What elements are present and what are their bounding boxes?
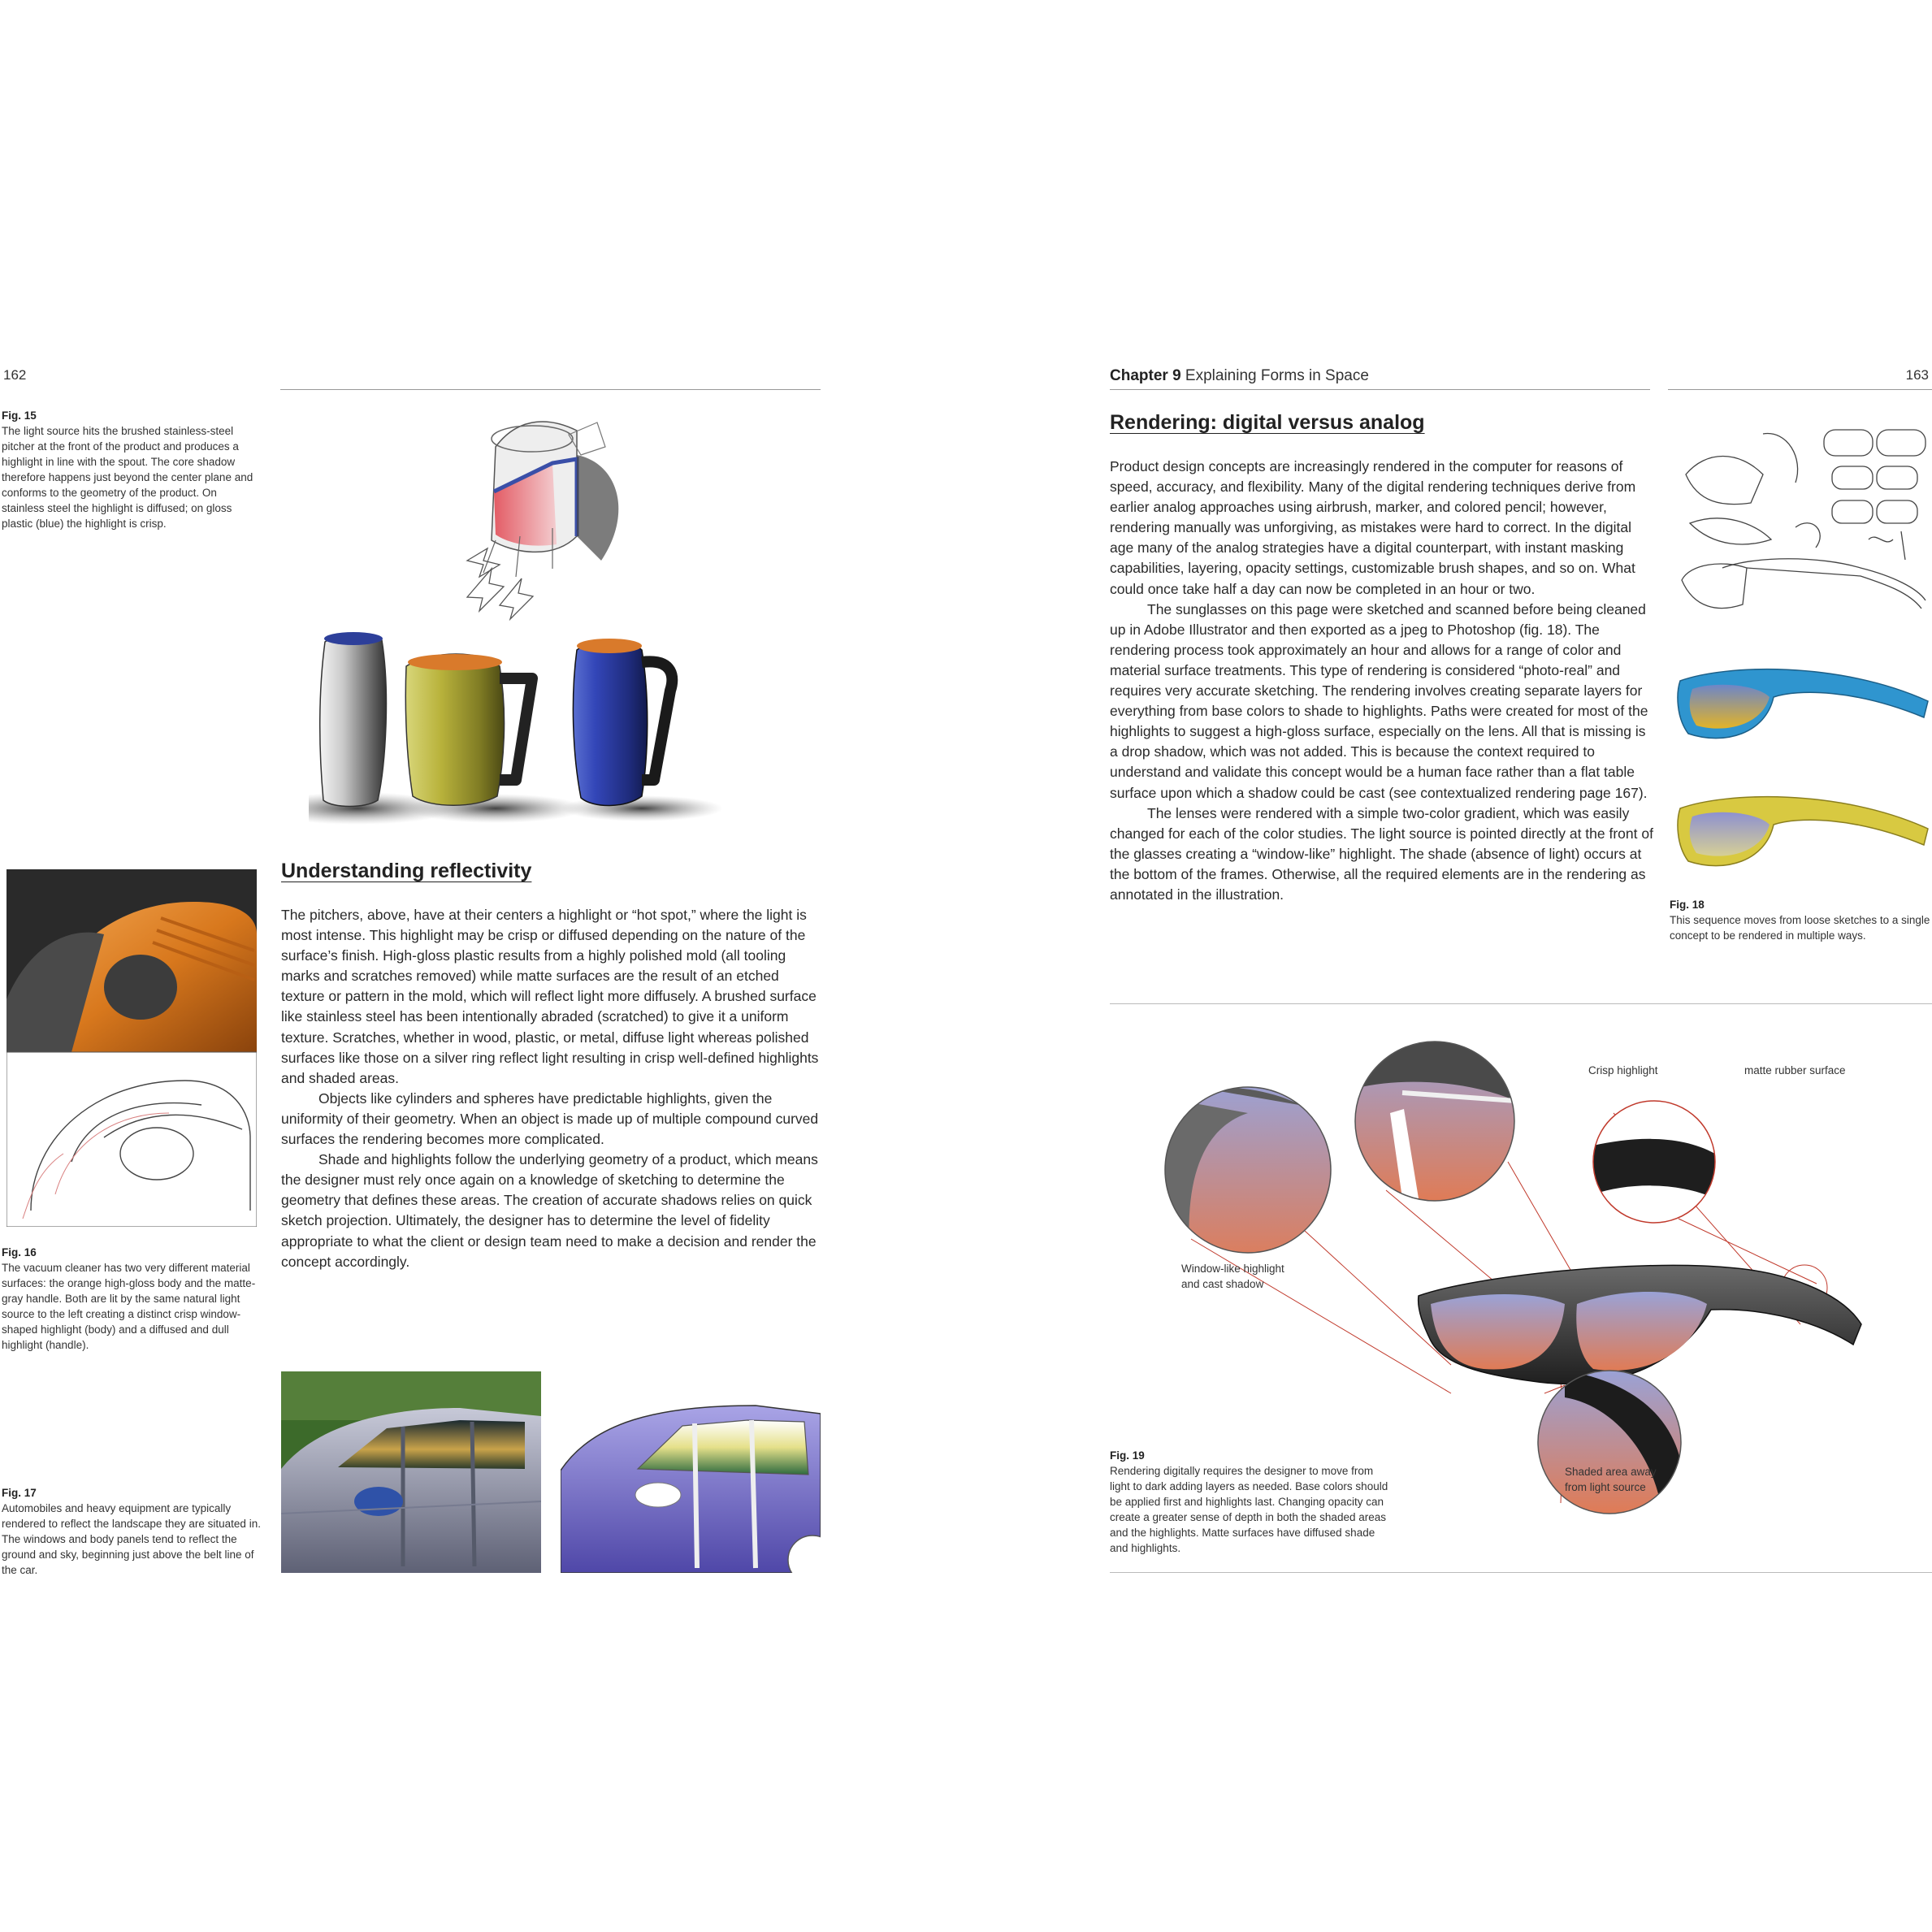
- chapter-label: Chapter 9: [1110, 367, 1181, 384]
- rendering-paragraph-1: Product design concepts are increasingly rendered in the computer for reasons of speed, accuracy, and flexibility. Many of the digital rendering techniques derive from earlier analog approaches using airbrush, marker, and colored pencil; however, rendering manually was unforgiving, as mistakes were hard to correct. In the digital age many of the analog strategies have a digital counterpart, with instant masking capabilities, layering, opacity settings, customizable brush shapes, and so on. What could once take half a day can now be completed in an hour or two.: [1110, 458, 1636, 597]
- left-header-rule: [280, 389, 821, 390]
- fig18-sketches: [1674, 426, 1932, 629]
- reflectivity-body: [281, 905, 822, 1272]
- fig19-text: Rendering digitally requires the designer to move from light to dark adding layers as needed. Base colors should be applied first and highlights last. Changing opacity can create a greater sense of depth in both the shaded areas and the highlights. Matte surfaces have diffused shade and highlights.: [1110, 1465, 1388, 1554]
- fig17-caption: [2, 1485, 263, 1578]
- fig15-text: The light source hits the brushed stainless-steel pitcher at the front of the product and produces a highlight in line with the spout. The core shadow therefore happens just beyond the center plane and conforms to the geometry of the product. On stainless steel the highlight is diffused; on gloss plastic (blue) the highlight is crisp.: [2, 425, 253, 530]
- fig16-label: Fig. 16: [2, 1246, 37, 1258]
- fig16-text: The vacuum cleaner has two very different material surfaces: the orange high-gloss body and the matte-gray handle. Both are lit by the same natural light source to the left creating a distinct crisp window-shaped highlight (body) and a diffused and dull highlight (handle).: [2, 1262, 256, 1351]
- right-header-rule-side: [1668, 389, 1932, 390]
- fig19-label: Fig. 19: [1110, 1449, 1145, 1462]
- annotation-crisp-highlight: Crisp highlight: [1588, 1064, 1658, 1076]
- fig17-label: Fig. 17: [2, 1487, 37, 1499]
- fig15-caption: [2, 408, 260, 531]
- section-heading-reflectivity: Understanding reflectivity: [281, 860, 532, 882]
- fig19-caption: [1110, 1448, 1394, 1556]
- fig18-text: This sequence moves from loose sketches to a single concept to be rendered in multiple ways.: [1670, 914, 1930, 942]
- fig16-image: [6, 869, 257, 1227]
- fig17-car-rendering: [561, 1397, 821, 1573]
- rendering-paragraph-3: The lenses were rendered with a simple two-color gradient, which was easily changed for each of the color studies. The light source is pointed directly at the front of the glasses creating a “window-like” highlight. The shade (absence of light) occurs at the bottom of the frames. Otherwise, all the required elements are in the rendering as annotated in the illustration.: [1110, 804, 1653, 903]
- annotation-matte-rubber: matte rubber surface: [1744, 1064, 1846, 1076]
- fig18-caption: [1670, 897, 1931, 943]
- annotation-window-highlight: Window-like highlight and cast shadow: [1181, 1263, 1284, 1290]
- annotation-shaded-area: Shaded area away from light source: [1565, 1466, 1657, 1493]
- fig18-rendering-blue: [1676, 656, 1932, 754]
- fig17-text: Automobiles and heavy equipment are typically rendered to reflect the landscape they are situated in. The windows and body panels tend to reflect the ground and sky, beginning just above the belt line of the car.: [2, 1502, 261, 1576]
- rendering-paragraph-2: The sunglasses on this page were sketched and scanned before being cleaned up in Adobe Illustrator and then exported as a jpeg to Photoshop (fig. 18). The rendering process took approximately an hour and allows for a range of color and material surface treatments. This type of rendering is considered “photo-real” and requires very accurate sketching. The rendering involves creating separate layers for everything from base colors to shade to highlights. Paths were created for most of the highlights to suggest a high-gloss surface, especially on the lens. All that is missing is a drop shadow, which was not added. This is because the context required to understand and validate this concept would be a human face rather than a flat table surface upon which a shadow could be cast (see contextualized rendering page 167).: [1110, 600, 1648, 801]
- fig15-illustration: [309, 398, 812, 837]
- fig19-bottom-rule: [1110, 1572, 1932, 1573]
- fig16-caption: [2, 1245, 263, 1353]
- fig17-car-photo: [281, 1371, 541, 1573]
- fig18-label: Fig. 18: [1670, 899, 1705, 911]
- fig18-rendering-yellow: [1676, 784, 1932, 882]
- right-header-rule-main: [1110, 389, 1650, 390]
- running-header: [1110, 367, 1369, 385]
- reflectivity-paragraph-2: Objects like cylinders and spheres have predictable highlights, given the uniformity of their geometry. When an object is made up of multiple compound curved surfaces the rendering becomes more complicated.: [281, 1089, 819, 1148]
- fig19-top-rule: [1110, 1003, 1932, 1004]
- chapter-title: Explaining Forms in Space: [1185, 367, 1369, 384]
- section-heading-rendering: Rendering: digital versus analog: [1110, 411, 1425, 434]
- right-page-number: 163: [1905, 367, 1929, 383]
- left-page-number: 162: [3, 367, 27, 383]
- reflectivity-paragraph-1: The pitchers, above, have at their centers a highlight or “hot spot,” where the light is most intense. This highlight may be crisp or diffused depending on the nature of the surface’s finish. High-gloss plastic results from a highly polished mold (all tooling marks and scratches removed) while matte surfaces are the result of an etched texture or pattern in the mold, which will reflect light more diffusely. A brushed surface like stainless steel has been intentionally abraded (scratched) to give it a uniform texture. Scratches, whether in wood, plastic, or metal, diffuse light whereas polished surfaces like those on a silver ring reflect light resulting in crisp well-defined highlights and shaded areas.: [281, 907, 819, 1086]
- rendering-body: [1110, 457, 1654, 905]
- fig15-label: Fig. 15: [2, 409, 37, 422]
- reflectivity-paragraph-3: Shade and highlights follow the underlying geometry of a product, which means the designer must rely once again on a knowledge of sketching to determine the geometry that defines these areas. The creation of accurate shadows relies on quick sketch projection. Ultimately, the designer has to determine the level of fidelity appropriate to what the client or design team need to make a decision and render the concept accordingly.: [281, 1151, 818, 1270]
